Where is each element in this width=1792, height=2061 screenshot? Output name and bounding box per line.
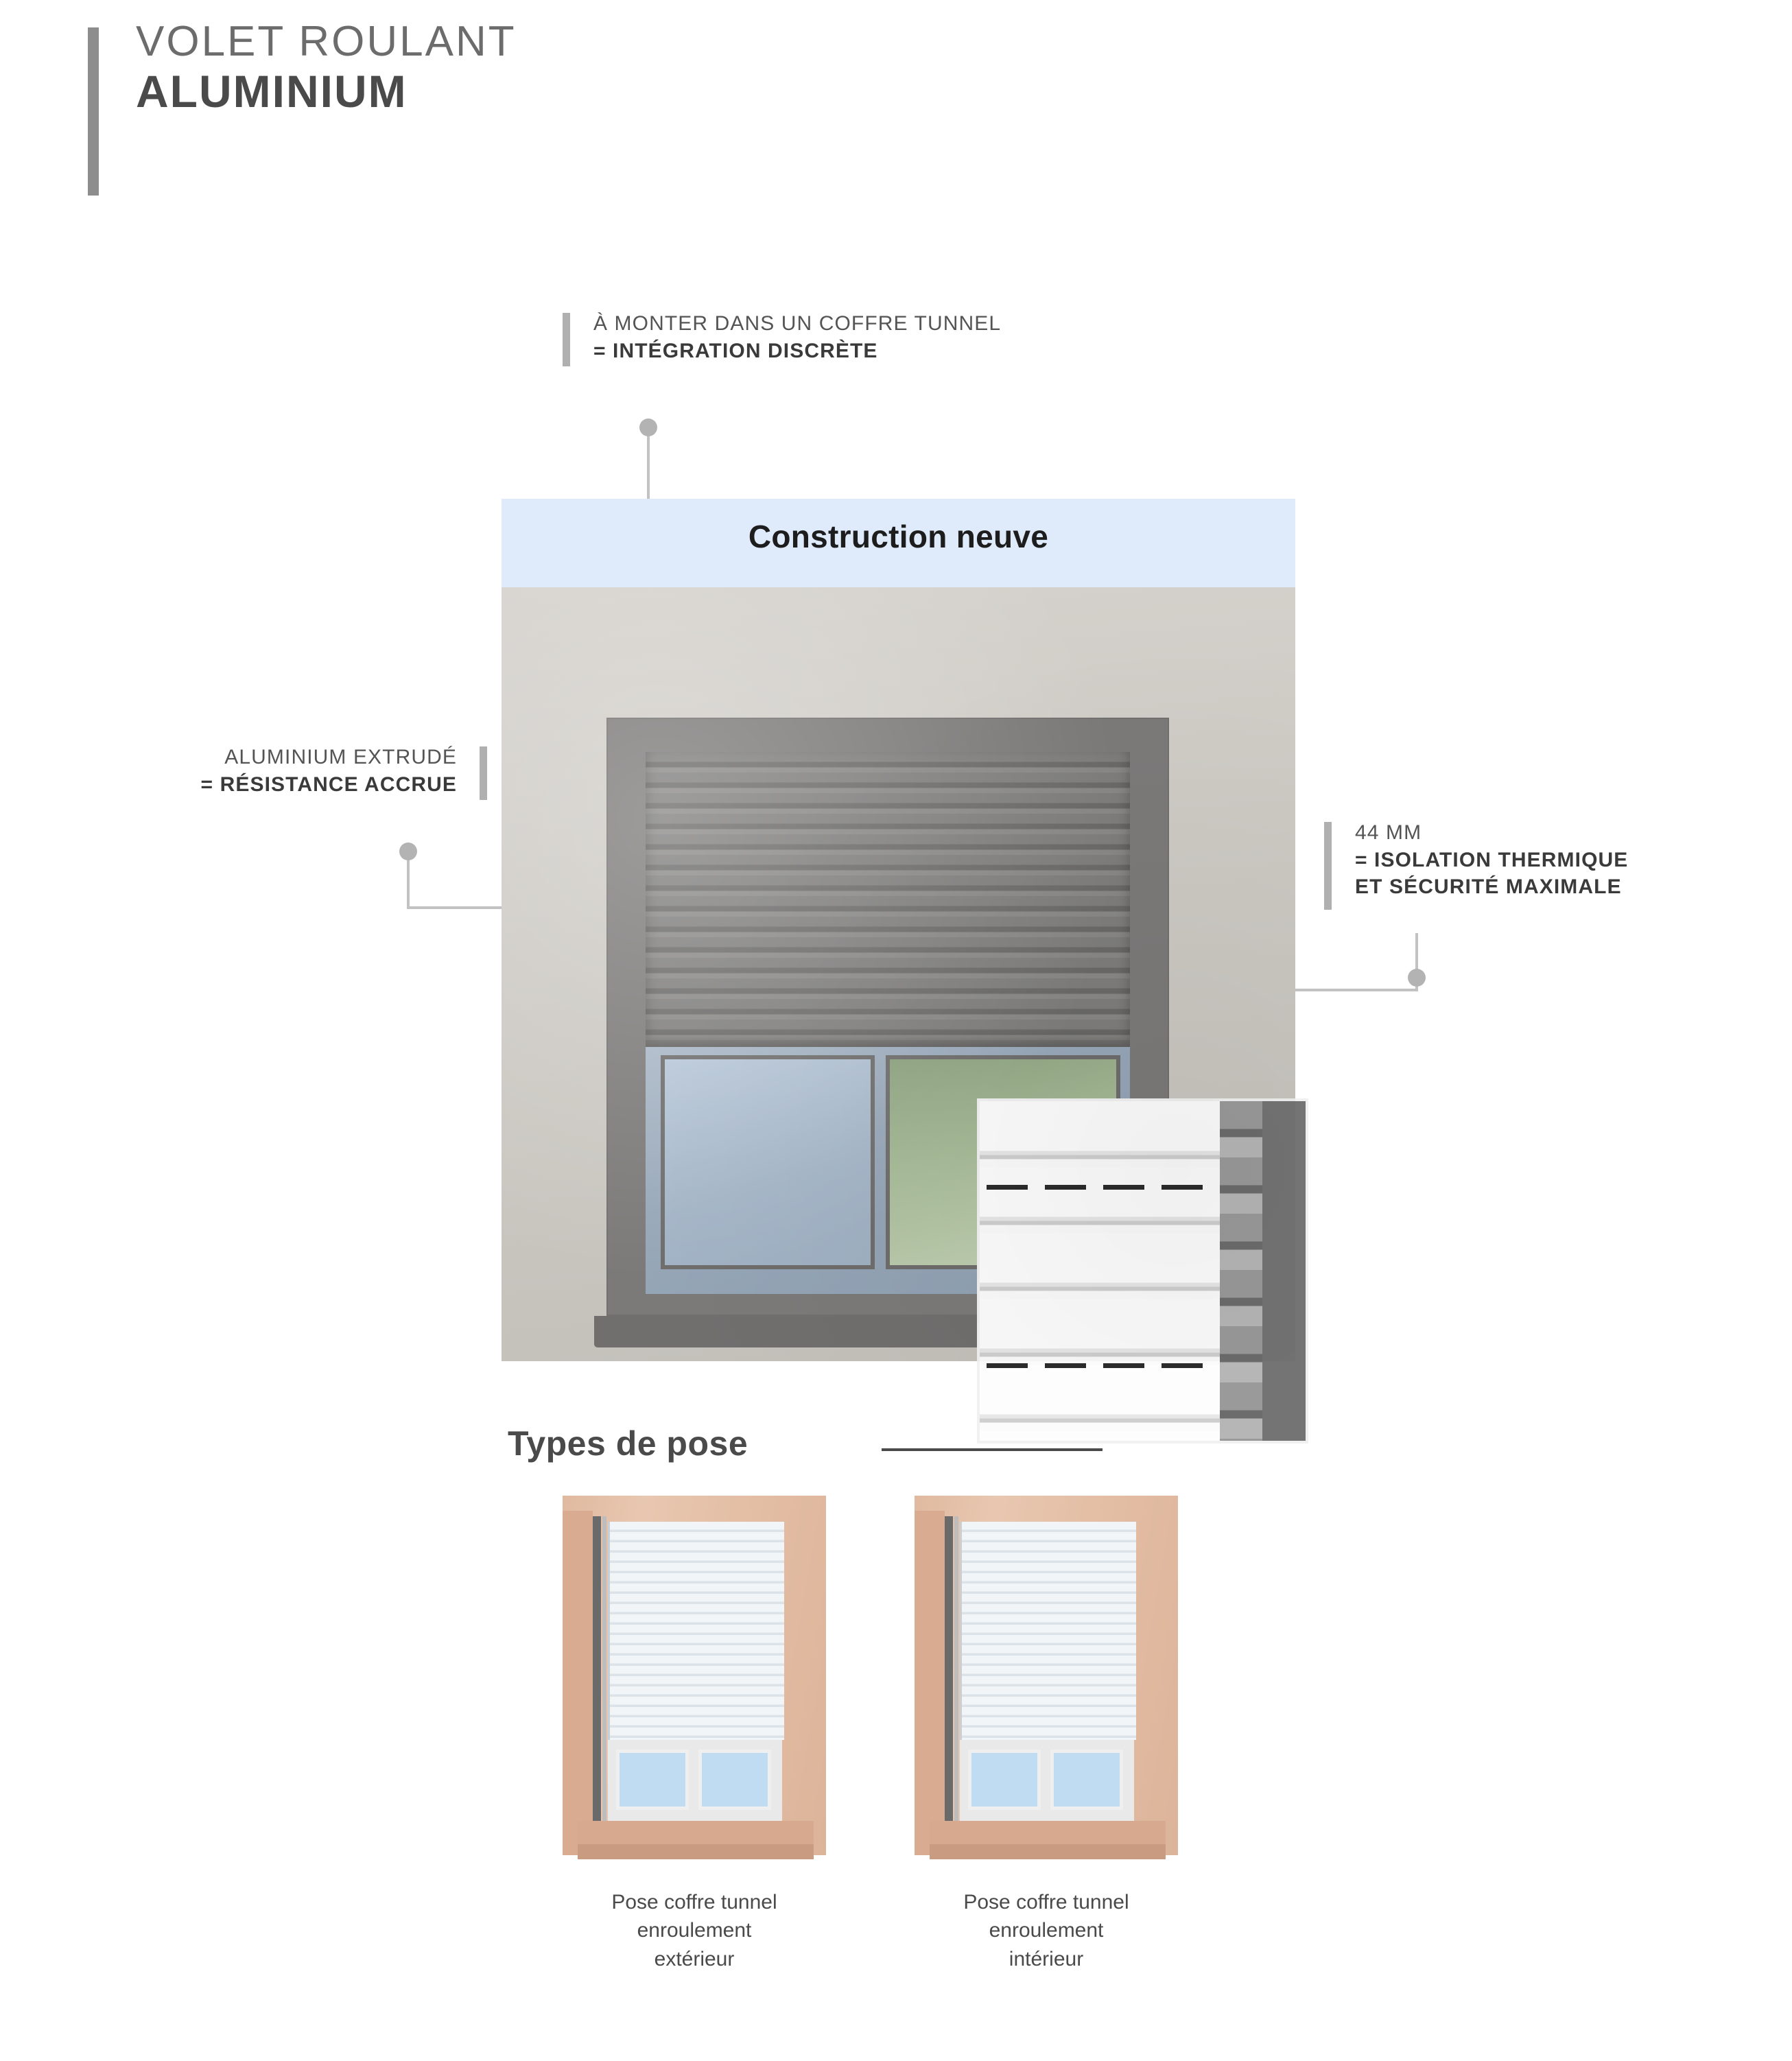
page-title-secondary: ALUMINIUM [136,66,408,117]
callout-coffre-line1: À MONTER DANS UN COFFRE TUNNEL [593,312,1002,335]
detail-dash-mark [1162,1363,1203,1368]
pose-caption-line3: intérieur [1009,1947,1084,1970]
detail-slat-profile-edge [1220,1101,1262,1441]
pose-jamb-dark [945,1516,953,1839]
leader-dot-coffre-top [639,419,657,436]
rolling-shutter [646,752,1130,1047]
detail-dash-mark [987,1185,1028,1190]
callout-coffre-line2: = INTÉGRATION DISCRÈTE [593,339,878,362]
window-sill [594,1316,1181,1347]
detail-dash-mark [1045,1363,1086,1368]
header-accent-bar [88,27,99,196]
construction-banner-label: Construction neuve [748,519,1049,554]
pose-wall-return [563,1511,593,1855]
callout-alu-line1: ALUMINIUM EXTRUDÉ [224,746,457,768]
leader-dot-alu-start [399,843,417,860]
pose-caption-line2: enroulement [637,1919,752,1942]
detail-dash-mark [1103,1185,1144,1190]
types-de-pose-title: Types de pose [508,1424,748,1463]
main-illustration [502,499,1295,1361]
pose-caption-line2: enroulement [989,1919,1104,1942]
pose-jamb-light [954,1516,958,1839]
callout-44-line2: = ISOLATION THERMIQUE [1355,848,1629,871]
pose-window-pane-left [968,1750,1041,1810]
pose-window [960,1740,1134,1821]
pose-wall-return [915,1511,945,1855]
callout-text-group [593,310,1001,364]
types-de-pose-header [508,1424,1283,1465]
page-title-primary: VOLET ROULANT [136,18,517,65]
pose-sill-top [578,1821,814,1844]
callout-text-group [1355,819,1628,901]
pose-caption-line1: Pose coffre tunnel [611,1891,777,1913]
pose-caption-interieur [875,1888,1218,1973]
facade-wall [502,587,1295,1361]
pose-sill-top [930,1821,1166,1844]
leader-dot-44-start [1408,969,1426,987]
window-reveal [606,718,1169,1316]
window-pane-left [661,1055,875,1269]
shutter-detail-inset [977,1098,1308,1444]
detail-dash-mark [987,1363,1028,1368]
pose-shutter-curtain [608,1522,784,1740]
pose-sill-bottom [930,1844,1166,1859]
window-frame [646,752,1130,1294]
window-pane-right [886,1055,1120,1269]
pose-window-pane-left [616,1750,689,1810]
detail-background-panel [1262,1101,1306,1441]
pose-caption-line1: Pose coffre tunnel [963,1891,1129,1913]
pose-window-pane-right [1050,1750,1123,1810]
pose-illustration-interieur [909,1496,1183,1880]
construction-banner [502,499,1295,587]
pose-window [608,1740,782,1821]
pose-shutter-curtain [960,1522,1136,1740]
pose-jamb-light [602,1516,606,1839]
types-de-pose-rule [882,1448,1103,1451]
callout-accent-bar [1324,822,1332,910]
callout-44-line1: 44 MM [1355,821,1422,844]
callout-accent-bar [563,313,570,366]
pose-window-pane-right [698,1750,771,1810]
header-text-group [136,18,517,120]
callout-44-line3: ET SÉCURITÉ MAXIMALE [1355,875,1622,899]
callout-alu-line2: = RÉSISTANCE ACCRUE [200,773,457,796]
callout-accent-bar [480,746,487,800]
pose-item-exterieur [557,1496,832,1970]
detail-dash-mark [1103,1363,1144,1368]
pose-jamb-dark [593,1516,601,1839]
pose-caption-line3: extérieur [654,1947,735,1970]
callout-text-group [201,744,457,798]
pose-sill-bottom [578,1844,814,1859]
pose-illustration-exterieur [557,1496,832,1880]
window-glazing [646,1047,1130,1294]
detail-slat-stack [980,1101,1220,1441]
pose-caption-exterieur [523,1888,866,1973]
detail-dash-mark [1162,1185,1203,1190]
detail-dash-mark [1045,1185,1086,1190]
pose-item-interieur [909,1496,1183,1970]
